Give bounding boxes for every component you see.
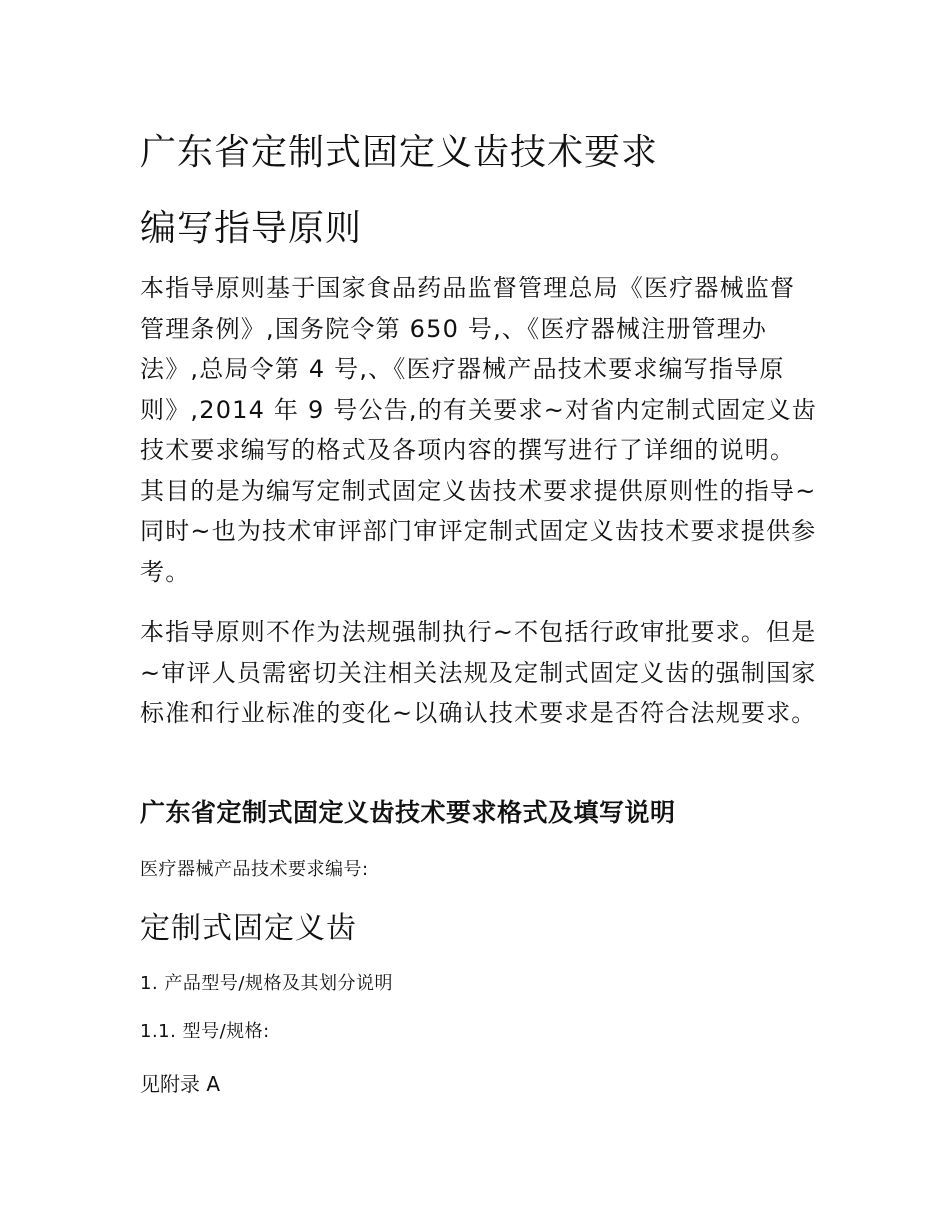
product-heading: 定制式固定义齿	[140, 911, 357, 946]
format-heading: 广东省定制式固定义齿技术要求格式及填写说明	[140, 798, 676, 827]
section-heading-1: 1. 产品型号/规格及其划分说明	[140, 973, 393, 994]
disclaimer-paragraph: 本指导原则不作为法规强制执行~不包括行政审批要求。但是~审评人员需密切关注相关法规及定制式固定义齿的强制国家标准和行业标准的变化~以确认技术要求是否符合法规要求。	[140, 618, 817, 727]
section-heading-1-1: 1.1. 型号/规格:	[140, 1021, 270, 1042]
document-title-line2: 编写指导原则	[140, 208, 363, 249]
product-code-label: 医疗器械产品技术要求编号:	[140, 859, 369, 880]
intro-paragraph: 本指导原则基于国家食品药品监督管理总局《医疗器械监督管理条例》,国务院令第 650 号,、《医疗器械注册管理办法》,总局令第 4 号,、《医疗器械产品技术要求编写指导原则》,2014 年 9 号公告,的有关要求~对省内定制式固定义齿技术要求编写的格式及各项内容的撰写进行了详细的说明。其目的是为编写定制式固定义齿技术要求提供原则性的指导~同时~也为技术审评部门审评定制式固定义齿技术要求提供参考。	[140, 274, 817, 586]
appendix-reference: 见附录 A	[140, 1072, 221, 1096]
document-title-line1: 广东省定制式固定义齿技术要求	[140, 132, 659, 173]
